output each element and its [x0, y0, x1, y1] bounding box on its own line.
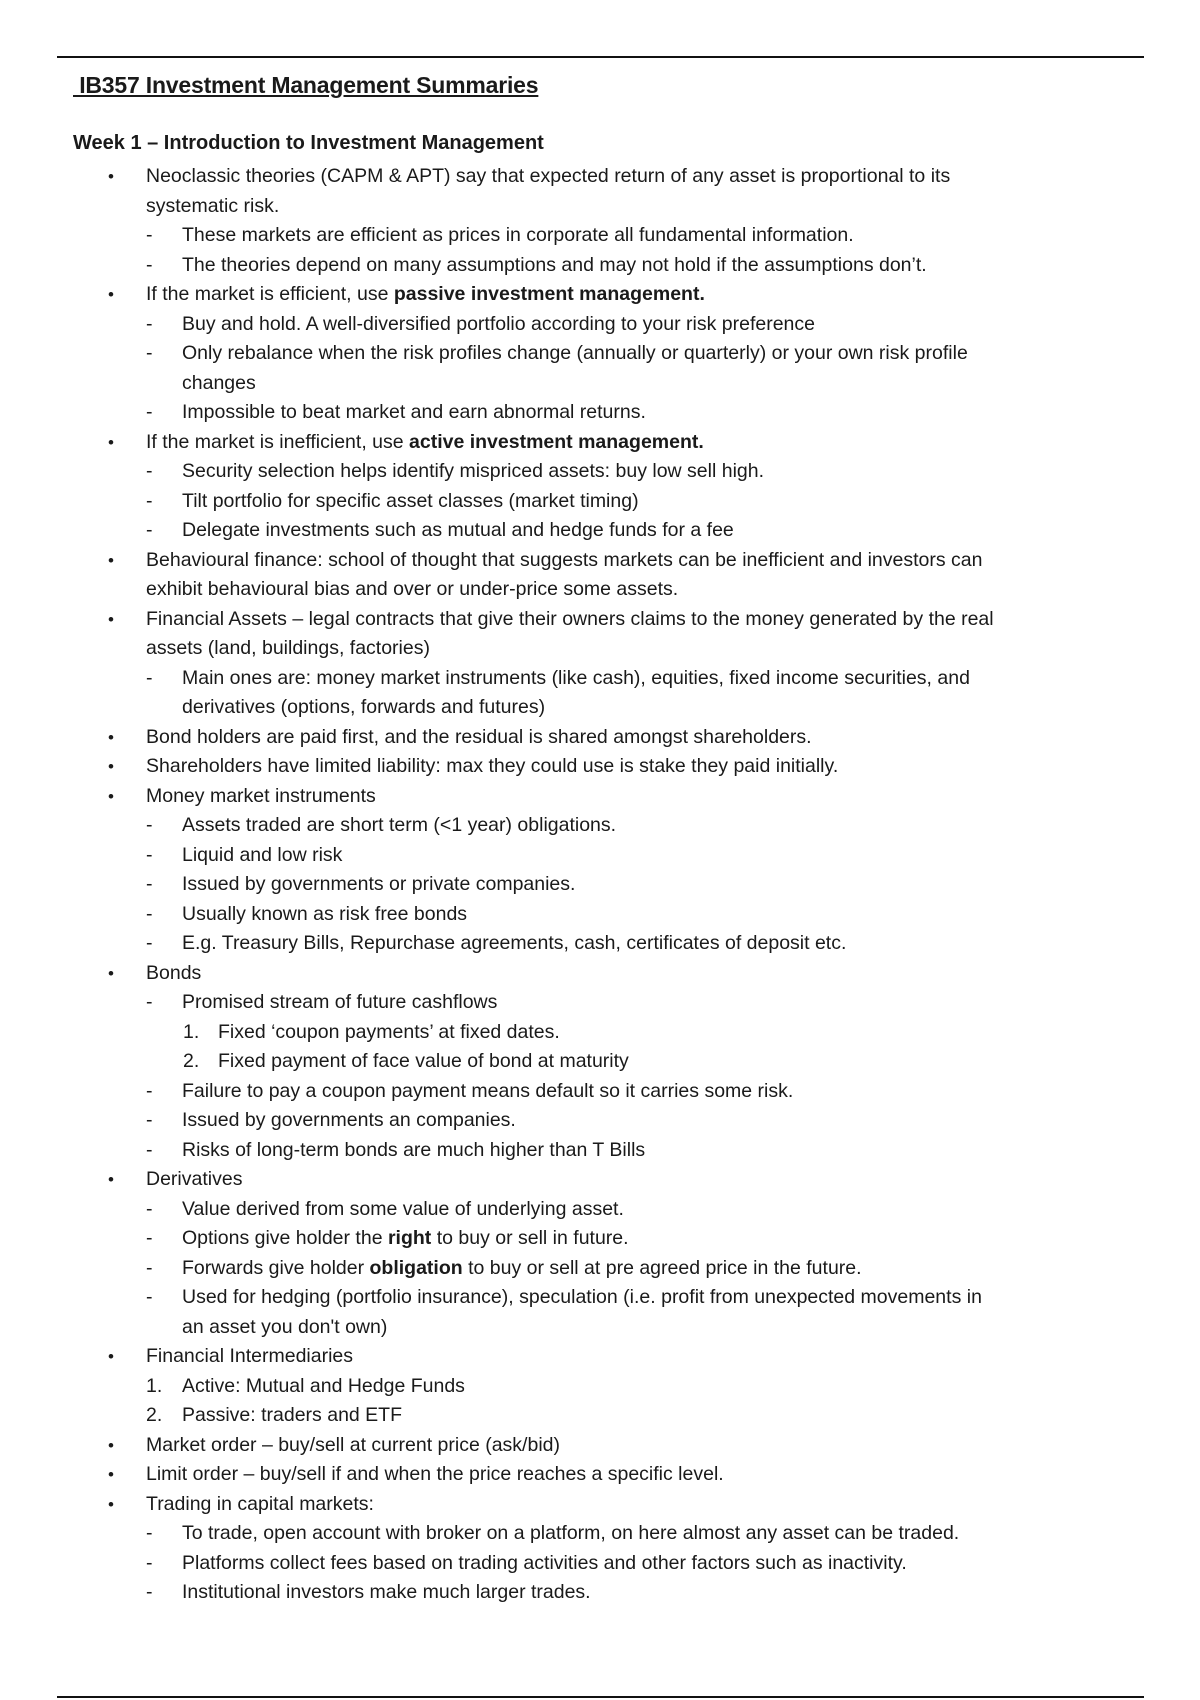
section-heading: Week 1 – Introduction to Investment Management	[73, 132, 544, 154]
emphasis-text: right	[387, 1227, 432, 1249]
dash-item	[73, 339, 1133, 369]
bullet-icon: •	[108, 1494, 114, 1514]
dash-item	[73, 457, 1133, 487]
dash-icon: -	[146, 843, 153, 866]
item-text: Only rebalance when the risk profiles change (annually or quarterly) or your own risk profile	[182, 342, 968, 364]
bullet-icon: •	[108, 550, 114, 570]
item-text: changes	[182, 371, 256, 394]
dash-item	[73, 310, 1133, 340]
item-text: If the market is efficient, use	[146, 283, 394, 305]
bullet-item	[73, 162, 1133, 192]
bullet-icon: •	[108, 285, 114, 304]
item-text: Derivatives	[146, 1168, 243, 1190]
item-text: E.g. Treasury Bills, Repurchase agreements, cash, certificates of deposit etc.	[182, 932, 847, 954]
item-text: Impossible to beat market and earn abnormal returns.	[182, 401, 646, 423]
item-text: Delegate investments such as mutual and hedge funds for a fee	[182, 519, 734, 541]
bullet-item	[73, 428, 1133, 458]
item-text: Assets traded are short term (<1 year) obligations.	[182, 814, 617, 836]
bullet-item	[73, 605, 1133, 635]
item-text: The theories depend on many assumptions and may not hold if the assumptions don’t.	[182, 253, 927, 276]
item-text: to buy or sell in future.	[431, 1227, 629, 1249]
bullet-item	[73, 546, 1133, 576]
bullet-icon: •	[108, 727, 114, 747]
item-text: These markets are efficient as prices in corporate all fundamental information.	[182, 224, 854, 246]
bullet-icon: •	[108, 786, 114, 806]
dash-item	[73, 1136, 1133, 1166]
item-text: Liquid and low risk	[182, 843, 343, 866]
bullet-icon: •	[108, 609, 114, 629]
dash-item	[73, 1106, 1133, 1136]
item-text: Issued by governments an companies.	[182, 1109, 516, 1131]
dash-icon: -	[146, 1581, 153, 1603]
dash-item	[73, 1077, 1133, 1107]
dash-item	[73, 516, 1133, 546]
item-text: Options give holder the	[182, 1227, 388, 1249]
bullet-icon: •	[108, 1170, 114, 1189]
dash-icon: -	[146, 1138, 153, 1161]
emphasis-text: obligation	[369, 1256, 463, 1279]
bullet-item	[73, 752, 1133, 782]
bullet-continuation	[73, 575, 1133, 605]
bullet-item	[73, 280, 1133, 310]
item-text: to buy or sell at pre agreed price in the future.	[462, 1256, 862, 1279]
bullet-item	[73, 782, 1133, 812]
bullet-icon: •	[108, 432, 114, 452]
dash-item	[73, 900, 1133, 930]
dash-continuation	[73, 693, 1133, 723]
item-text: assets (land, buildings, factories)	[146, 637, 430, 659]
item-number: 1.	[146, 1374, 163, 1397]
bullet-continuation	[73, 192, 1133, 222]
dash-icon: -	[146, 1227, 153, 1249]
numbered-item	[73, 1018, 1133, 1048]
dash-icon: -	[146, 902, 153, 925]
item-text: Active: Mutual and Hedge Funds	[182, 1374, 465, 1397]
bullet-continuation	[73, 634, 1133, 664]
numbered-item	[73, 1401, 1133, 1431]
numbered-item	[73, 1372, 1133, 1402]
dash-icon: -	[146, 224, 153, 246]
item-text: Financial Assets – legal contracts that give their owners claims to the money generated by the real	[146, 607, 994, 630]
bullet-item	[73, 1342, 1133, 1372]
item-text: Bonds	[146, 961, 202, 984]
dash-icon: -	[146, 1286, 153, 1308]
bullet-icon: •	[108, 1465, 114, 1484]
dash-icon: -	[146, 1079, 153, 1102]
item-text: Promised stream of future cashflows	[182, 991, 498, 1013]
item-text: Institutional investors make much larger trades.	[182, 1581, 591, 1603]
item-text: Used for hedging (portfolio insurance), speculation (i.e. profit from unexpected movements in	[182, 1286, 982, 1308]
dash-item	[73, 1283, 1133, 1313]
dash-icon: -	[146, 519, 153, 541]
bullet-icon: •	[108, 757, 114, 776]
item-text: Market order – buy/sell at current price (ask/bid)	[146, 1433, 560, 1456]
dash-icon: -	[146, 342, 153, 364]
dash-icon: -	[146, 1109, 153, 1131]
item-text: Behavioural finance: school of thought that suggests markets can be inefficient and investors can	[146, 548, 983, 571]
dash-icon: -	[146, 312, 153, 335]
dash-icon: -	[146, 253, 153, 276]
item-number: 1.	[183, 1020, 200, 1043]
item-text: Bond holders are paid first, and the residual is shared amongst shareholders.	[146, 725, 812, 748]
item-text: Buy and hold. A well-diversified portfolio according to your risk preference	[182, 312, 815, 335]
item-text: Neoclassic theories (CAPM & APT) say that expected return of any asset is proportional to its	[146, 165, 951, 187]
dash-item	[73, 1578, 1133, 1608]
dash-icon: -	[146, 666, 153, 689]
dash-continuation	[73, 369, 1133, 399]
dash-icon: -	[146, 814, 153, 836]
item-text: To trade, open account with broker on a platform, on here almost any asset can be traded.	[182, 1522, 960, 1544]
dash-icon: -	[146, 1522, 153, 1544]
item-text: Money market instruments	[146, 784, 376, 807]
dash-item	[73, 929, 1133, 959]
dash-item	[73, 664, 1133, 694]
bullet-item	[73, 723, 1133, 753]
emphasis-text: active investment management.	[409, 430, 704, 453]
item-text: derivatives (options, forwards and futures)	[182, 696, 546, 718]
dash-item	[73, 487, 1133, 517]
dash-icon: -	[146, 460, 153, 482]
item-text: an asset you don't own)	[182, 1315, 388, 1338]
dash-item	[73, 221, 1133, 251]
item-text: Platforms collect fees based on trading activities and other factors such as inactivity.	[182, 1551, 907, 1574]
bullet-item	[73, 959, 1133, 989]
item-text: Tilt portfolio for specific asset classes (market timing)	[182, 489, 639, 512]
item-text: Risks of long-term bonds are much higher than T Bills	[182, 1138, 646, 1161]
item-text: Trading in capital markets:	[146, 1492, 374, 1515]
bottom-rule	[57, 1696, 1144, 1698]
item-text: Failure to pay a coupon payment means default so it carries some risk.	[182, 1079, 794, 1102]
item-text: If the market is inefficient, use	[146, 430, 410, 453]
dash-item	[73, 811, 1133, 841]
item-text: Limit order – buy/sell if and when the price reaches a specific level.	[146, 1463, 724, 1485]
notes-list	[73, 162, 1133, 1608]
dash-item	[73, 251, 1133, 281]
bullet-item	[73, 1165, 1133, 1195]
emphasis-text: passive investment management.	[393, 283, 705, 305]
document-body	[73, 72, 1133, 1608]
bullet-item	[73, 1460, 1133, 1490]
dash-item	[73, 1254, 1133, 1284]
item-text: exhibit behavioural bias and over or under-price some assets.	[146, 578, 679, 600]
item-text: Fixed ‘coupon payments’ at fixed dates.	[218, 1020, 560, 1043]
dash-item	[73, 870, 1133, 900]
dash-item	[73, 841, 1133, 871]
item-number: 2.	[183, 1050, 200, 1072]
bullet-item	[73, 1490, 1133, 1520]
dash-icon: -	[146, 489, 153, 512]
item-text: Usually known as risk free bonds	[182, 902, 468, 925]
dash-item	[73, 1195, 1133, 1225]
numbered-item	[73, 1047, 1133, 1077]
dash-item	[73, 1519, 1133, 1549]
item-text: Fixed payment of face value of bond at maturity	[218, 1050, 629, 1072]
item-text: Forwards give holder	[182, 1256, 370, 1279]
item-text: Value derived from some value of underlying asset.	[182, 1197, 624, 1220]
dash-icon: -	[146, 401, 153, 423]
item-text: Financial Intermediaries	[146, 1345, 354, 1367]
bullet-icon: •	[108, 963, 114, 983]
top-rule	[57, 56, 1144, 58]
bullet-icon: •	[108, 1435, 114, 1455]
dash-icon: -	[146, 873, 153, 895]
dash-continuation	[73, 1313, 1133, 1343]
dash-icon: -	[146, 1256, 153, 1279]
item-text: Issued by governments or private companies.	[182, 873, 576, 895]
dash-item	[73, 1224, 1133, 1254]
dash-item	[73, 398, 1133, 428]
item-number: 2.	[146, 1404, 163, 1426]
item-text: Main ones are: money market instruments (like cash), equities, fixed income securities, and	[182, 666, 970, 689]
page-title: IB357 Investment Management Summaries	[73, 72, 539, 98]
bullet-icon: •	[108, 1347, 114, 1366]
item-text: systematic risk.	[146, 194, 280, 217]
bullet-icon: •	[108, 167, 114, 186]
dash-icon: -	[146, 1551, 153, 1574]
dash-item	[73, 1549, 1133, 1579]
dash-icon: -	[146, 932, 153, 954]
dash-item	[73, 988, 1133, 1018]
item-text: Security selection helps identify mispriced assets: buy low sell high.	[182, 460, 765, 482]
bullet-item	[73, 1431, 1133, 1461]
dash-icon: -	[146, 991, 153, 1013]
dash-icon: -	[146, 1197, 153, 1220]
item-text: Passive: traders and ETF	[182, 1404, 403, 1426]
item-text: Shareholders have limited liability: max they could use is stake they paid initially.	[146, 755, 839, 777]
